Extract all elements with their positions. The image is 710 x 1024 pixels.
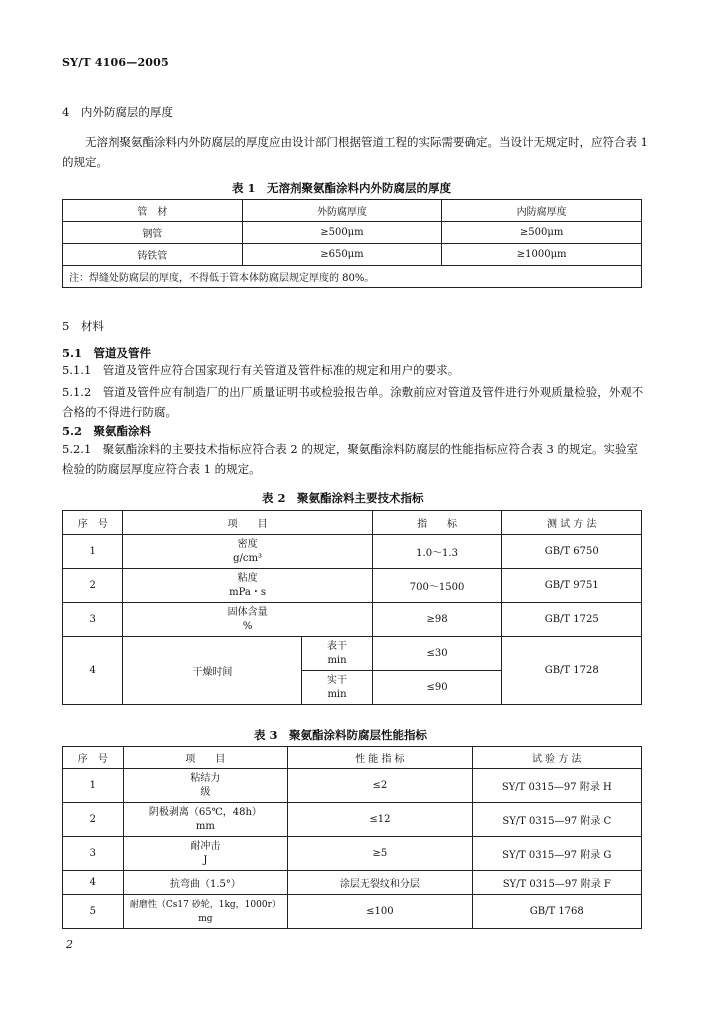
table-cell: 干燥时间	[123, 637, 302, 705]
table-cell: GB/T 6750	[502, 535, 642, 569]
table-cell: SY/T 0315—97 附录 G	[472, 837, 641, 871]
table-2-header-value: 指 标	[372, 511, 502, 535]
table-2-caption: 表 2 聚氨酯涂料主要技术指标	[262, 491, 424, 505]
table-cell: GB/T 1728	[502, 637, 642, 705]
table-cell: ≥500μm	[442, 222, 642, 244]
page-number: 2	[66, 938, 73, 951]
table-1-note: 注：焊缝处防腐层的厚度，不得低于管本体防腐层规定厚度的 80%。	[63, 266, 642, 288]
table-row	[63, 222, 642, 244]
table-cell: 耐冲击 J	[123, 837, 288, 871]
table-1-caption: 表 1 无溶剂聚氨酯涂料内外防腐层的厚度	[232, 181, 452, 195]
table-row	[63, 769, 642, 803]
section-4-paragraph: 无溶剂聚氨酯涂料内外防腐层的厚度应由设计部门根据管道工程的实际需要确定。当设计无规定时，应符合表 1 的规定。	[62, 135, 648, 169]
table-cell: 实干 min	[302, 671, 372, 705]
table-cell: SY/T 0315—97 附录 F	[472, 871, 641, 895]
table-row	[63, 244, 642, 266]
table-row	[63, 535, 642, 569]
table-cell: 700～1500	[372, 569, 502, 603]
table-cell: 粘度 mPa・s	[123, 569, 372, 603]
table-cell: ≤100	[288, 895, 472, 929]
table-cell: 粘结力 级	[123, 769, 288, 803]
table-cell: 钢管	[63, 222, 243, 244]
table-cell: ≤30	[372, 637, 502, 671]
table-cell: 3	[63, 837, 124, 871]
table-1	[62, 199, 642, 288]
table-3-header-item: 项 目	[123, 747, 288, 769]
table-cell: ≥98	[372, 603, 502, 637]
table-3-header-method: 试 验 方 法	[472, 747, 641, 769]
table-cell: 1	[63, 769, 124, 803]
table-cell: ≤90	[372, 671, 502, 705]
table-cell: 涂层无裂纹和分层	[288, 871, 472, 895]
table-cell: 5	[63, 895, 124, 929]
table-row	[63, 637, 642, 671]
table-cell: 阴极剥离（65℃，48h） mm	[123, 803, 288, 837]
table-3-header-no: 序 号	[63, 747, 124, 769]
table-row	[63, 803, 642, 837]
table-3-caption: 表 3 聚氨酯涂料防腐层性能指标	[254, 728, 428, 742]
table-row	[63, 603, 642, 637]
table-2-header-method: 测 试 方 法	[502, 511, 642, 535]
table-cell: 铸铁管	[63, 244, 243, 266]
table-cell: ≥5	[288, 837, 472, 871]
table-cell: 2	[63, 803, 124, 837]
section-5-1-heading: 5.1 管道及管件	[62, 346, 152, 360]
table-row	[63, 871, 642, 895]
table-cell: 抗弯曲（1.5°）	[123, 871, 288, 895]
table-cell: 1.0～1.3	[372, 535, 502, 569]
table-cell: 2	[63, 569, 123, 603]
table-cell: 固体含量 %	[123, 603, 372, 637]
table-cell: 密度 g/cm³	[123, 535, 372, 569]
table-row	[63, 837, 642, 871]
table-cell: GB/T 1768	[472, 895, 641, 929]
table-2-header-item: 项 目	[123, 511, 372, 535]
table-1-header-outer: 外防腐厚度	[242, 200, 442, 222]
table-row	[63, 895, 642, 929]
table-2	[62, 510, 642, 705]
table-cell: 耐磨性（Cs17 砂轮，1kg，1000r） mg	[123, 895, 288, 929]
table-cell: 4	[63, 637, 123, 705]
table-1-header-material: 管 材	[63, 200, 243, 222]
table-cell: ≤12	[288, 803, 472, 837]
table-cell: 4	[63, 871, 124, 895]
table-cell: ≥1000μm	[442, 244, 642, 266]
table-cell: ≥500μm	[242, 222, 442, 244]
section-5-2-heading: 5.2 聚氨酯涂料	[62, 424, 152, 438]
standard-code: SY/T 4106—2005	[62, 56, 169, 69]
table-cell: SY/T 0315—97 附录 H	[472, 769, 641, 803]
table-cell: SY/T 0315—97 附录 C	[472, 803, 641, 837]
table-cell: GB/T 9751	[502, 569, 642, 603]
table-cell: 3	[63, 603, 123, 637]
section-4-heading: 4 内外防腐层的厚度	[62, 105, 173, 119]
table-cell: ≥650μm	[242, 244, 442, 266]
table-2-header-no: 序 号	[63, 511, 123, 535]
table-3	[62, 746, 642, 929]
clause-5-1-1: 5.1.1 管道及管件应符合国家现行有关管道及管件标准的规定和用户的要求。	[62, 363, 460, 377]
clause-5-2-1: 5.2.1 聚氨酯涂料的主要技术指标应符合表 2 的规定，聚氨酯涂料防腐层的性能指标应符合表 3 的规定。实验室检验的防腐层厚度应符合表 1 的规定。	[62, 442, 639, 476]
table-cell: 表干 min	[302, 637, 372, 671]
table-cell: ≤2	[288, 769, 472, 803]
table-cell: GB/T 1725	[502, 603, 642, 637]
table-3-header-value: 性 能 指 标	[288, 747, 472, 769]
clause-5-1-2: 5.1.2 管道及管件应有制造厂的出厂质量证明书或检验报告单。涂敷前应对管道及管件进行外观质量检验，外观不合格的不得进行防腐。	[62, 385, 644, 419]
table-1-header-inner: 内防腐厚度	[442, 200, 642, 222]
table-cell: 1	[63, 535, 123, 569]
table-row	[63, 569, 642, 603]
section-5-heading: 5 材料	[62, 319, 104, 333]
